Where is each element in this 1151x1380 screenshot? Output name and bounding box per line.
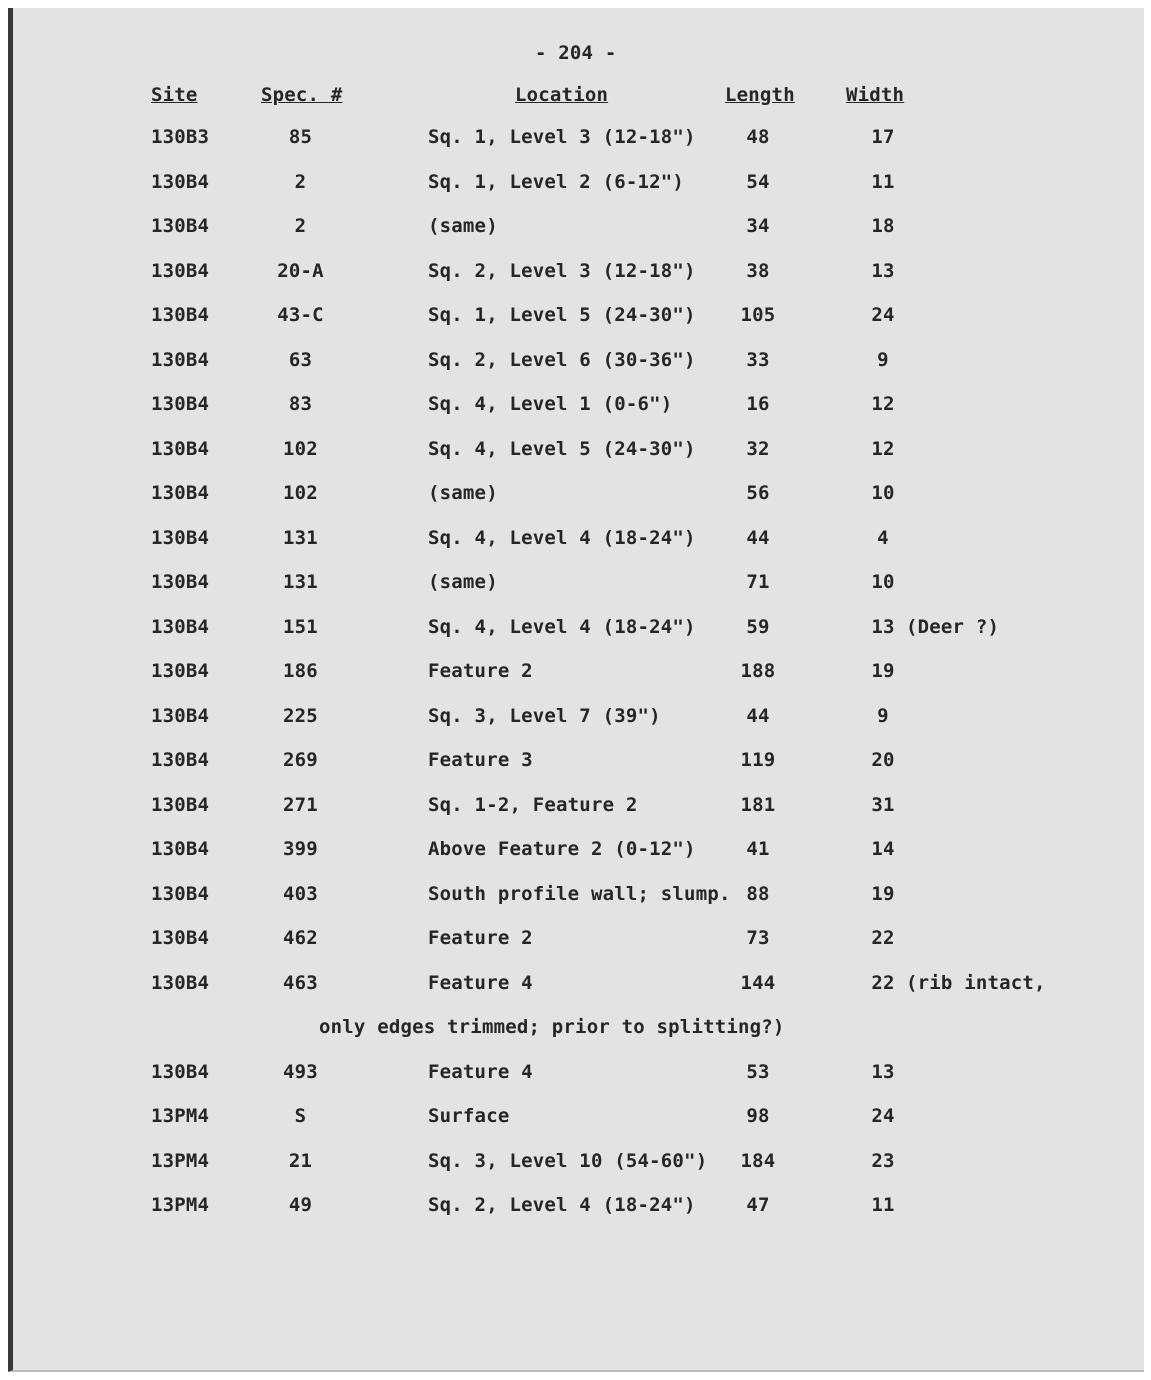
cell-spec: 83 xyxy=(288,393,313,415)
table-row xyxy=(13,749,1144,794)
cell-location: Feature 4 xyxy=(428,971,533,994)
cell-length: 34 xyxy=(746,215,770,237)
header-spec: Spec. # xyxy=(261,84,343,106)
cell-spec: 462 xyxy=(283,927,318,949)
cell-width: 24 xyxy=(871,1105,895,1127)
table-row xyxy=(13,838,1144,883)
cell-length: 53 xyxy=(746,1060,770,1083)
table-row xyxy=(13,927,1144,972)
table-row xyxy=(13,527,1144,572)
cell-spec: 271 xyxy=(283,793,318,816)
cell-location: Feature 2 xyxy=(428,927,533,949)
cell-length: 59 xyxy=(746,615,770,638)
cell-site: 130B4 xyxy=(151,838,210,860)
cell-note: (Deer ?) xyxy=(906,615,1000,638)
table-row xyxy=(13,794,1144,839)
cell-length: 119 xyxy=(740,749,776,771)
cell-width: 19 xyxy=(871,882,895,905)
cell-spec: 269 xyxy=(283,749,318,771)
table-row xyxy=(13,171,1144,216)
cell-site: 130B4 xyxy=(151,793,210,816)
cell-site: 130B4 xyxy=(151,971,210,994)
cell-site: 13PM4 xyxy=(151,1149,210,1172)
cell-spec: 43-C xyxy=(277,304,324,326)
cell-spec: 399 xyxy=(283,838,318,860)
cell-length: 16 xyxy=(746,393,770,415)
table-row xyxy=(13,972,1144,1017)
table-row xyxy=(13,482,1144,527)
cell-spec: 151 xyxy=(283,615,318,638)
cell-spec: 2 xyxy=(294,170,307,193)
cell-width: 14 xyxy=(871,838,895,860)
cell-site: 130B4 xyxy=(151,927,210,949)
cell-length: 98 xyxy=(746,1105,770,1127)
cell-length: 47 xyxy=(746,1194,770,1216)
cell-spec: 403 xyxy=(283,882,318,905)
cell-location: South profile wall; slump. xyxy=(428,882,731,905)
header-site: Site xyxy=(151,84,198,106)
cell-width: 20 xyxy=(871,749,895,771)
cell-location: Sq. 4, Level 5 (24-30") xyxy=(428,437,696,460)
cell-location: Surface xyxy=(428,1105,510,1127)
table-row xyxy=(13,260,1144,305)
cell-spec: 49 xyxy=(288,1194,313,1216)
cell-site: 130B3 xyxy=(151,126,210,148)
cell-width: 12 xyxy=(871,393,895,415)
page-number: - 204 - xyxy=(535,42,617,64)
cell-site: 130B4 xyxy=(151,615,210,638)
cell-location: Sq. 3, Level 7 (39") xyxy=(428,704,661,727)
table-row xyxy=(13,393,1144,438)
cell-width: 22 xyxy=(871,971,895,994)
cell-location: Sq. 2, Level 4 (18-24") xyxy=(428,1194,696,1216)
cell-site: 130B4 xyxy=(151,571,210,593)
cell-width: 24 xyxy=(871,304,895,326)
continuation-text: only edges trimmed; prior to splitting?) xyxy=(319,1016,785,1038)
cell-location: Sq. 4, Level 4 (18-24") xyxy=(428,526,696,549)
cell-site: 130B4 xyxy=(151,348,210,371)
table-row xyxy=(13,438,1144,483)
cell-width: 13 xyxy=(871,615,895,638)
cell-spec: 493 xyxy=(283,1060,318,1083)
cell-length: 44 xyxy=(746,526,770,549)
table-row xyxy=(13,660,1144,705)
cell-location: Feature 3 xyxy=(428,749,533,771)
cell-length: 33 xyxy=(746,348,770,371)
cell-spec: 102 xyxy=(283,482,318,504)
table-row xyxy=(13,1194,1144,1239)
cell-length: 48 xyxy=(746,126,770,148)
cell-length: 38 xyxy=(746,259,770,282)
table-row xyxy=(13,349,1144,394)
cell-location: (same) xyxy=(428,482,498,504)
cell-length: 181 xyxy=(740,793,776,816)
cell-width: 9 xyxy=(877,704,889,727)
cell-spec: 63 xyxy=(288,348,313,371)
cell-width: 22 xyxy=(871,927,895,949)
table-row xyxy=(13,1105,1144,1150)
header-location: Location xyxy=(515,84,609,106)
cell-spec: S xyxy=(294,1105,307,1127)
cell-note: (rib intact, xyxy=(906,971,1046,994)
cell-site: 130B4 xyxy=(151,882,210,905)
cell-length: 71 xyxy=(746,571,770,593)
cell-spec: 225 xyxy=(283,704,318,727)
cell-site: 130B4 xyxy=(151,749,210,771)
cell-length: 56 xyxy=(746,482,770,504)
cell-site: 13PM4 xyxy=(151,1194,210,1216)
cell-location: Sq. 2, Level 3 (12-18") xyxy=(428,259,696,282)
cell-location: Sq. 3, Level 10 (54-60") xyxy=(428,1149,708,1172)
table-row xyxy=(13,1150,1144,1195)
cell-location: (same) xyxy=(428,571,498,593)
cell-spec: 85 xyxy=(288,126,313,148)
cell-width: 31 xyxy=(871,793,895,816)
cell-site: 13PM4 xyxy=(151,1105,210,1127)
cell-location: Sq. 1, Level 2 (6-12") xyxy=(428,170,685,193)
cell-length: 88 xyxy=(746,882,770,905)
cell-width: 19 xyxy=(871,660,895,682)
header-width: Width xyxy=(846,84,905,106)
cell-location: Feature 4 xyxy=(428,1060,533,1083)
cell-length: 144 xyxy=(740,971,776,994)
cell-site: 130B4 xyxy=(151,704,210,727)
cell-site: 130B4 xyxy=(151,660,210,682)
table-row xyxy=(13,126,1144,171)
table-row xyxy=(13,304,1144,349)
cell-location: Feature 2 xyxy=(428,660,533,682)
cell-site: 130B4 xyxy=(151,215,210,237)
cell-location: Sq. 4, Level 4 (18-24") xyxy=(428,615,696,638)
cell-length: 105 xyxy=(740,304,776,326)
cell-width: 23 xyxy=(871,1149,895,1172)
cell-site: 130B4 xyxy=(151,393,210,415)
cell-length: 54 xyxy=(746,170,770,193)
cell-width: 4 xyxy=(877,526,889,549)
cell-site: 130B4 xyxy=(151,437,210,460)
table-row xyxy=(13,883,1144,928)
cell-length: 44 xyxy=(746,704,770,727)
cell-width: 13 xyxy=(871,1060,895,1083)
cell-width: 10 xyxy=(871,571,895,593)
cell-spec: 21 xyxy=(288,1149,313,1172)
cell-location: Sq. 1-2, Feature 2 xyxy=(428,793,638,816)
table-body xyxy=(13,126,1144,1239)
cell-spec: 102 xyxy=(283,437,318,460)
cell-spec: 20-A xyxy=(277,259,324,282)
cell-width: 9 xyxy=(877,348,889,371)
cell-length: 188 xyxy=(740,660,776,682)
cell-site: 130B4 xyxy=(151,482,210,504)
cell-length: 73 xyxy=(746,927,770,949)
cell-location: Above Feature 2 (0-12") xyxy=(428,838,696,860)
cell-width: 12 xyxy=(871,437,895,460)
cell-location: Sq. 1, Level 3 (12-18") xyxy=(428,126,696,148)
cell-spec: 463 xyxy=(283,971,318,994)
cell-length: 41 xyxy=(746,838,770,860)
document-page xyxy=(8,8,1144,1372)
cell-spec: 186 xyxy=(283,660,318,682)
cell-spec: 131 xyxy=(283,526,318,549)
header-length: Length xyxy=(725,84,795,106)
cell-location: Sq. 1, Level 5 (24-30") xyxy=(428,304,696,326)
cell-site: 130B4 xyxy=(151,526,210,549)
cell-width: 18 xyxy=(871,215,895,237)
cell-length: 184 xyxy=(740,1149,776,1172)
cell-width: 11 xyxy=(871,1194,895,1216)
table-row-continuation xyxy=(13,1016,1144,1061)
cell-location: Sq. 2, Level 6 (30-36") xyxy=(428,348,696,371)
cell-location: (same) xyxy=(428,215,498,237)
table-row xyxy=(13,705,1144,750)
table-header xyxy=(13,84,1144,114)
table-row xyxy=(13,1061,1144,1106)
cell-spec: 131 xyxy=(283,571,318,593)
cell-site: 130B4 xyxy=(151,304,210,326)
cell-width: 17 xyxy=(871,126,895,148)
table-row xyxy=(13,571,1144,616)
cell-length: 32 xyxy=(746,437,770,460)
cell-width: 13 xyxy=(871,259,895,282)
cell-width: 11 xyxy=(871,170,895,193)
cell-site: 130B4 xyxy=(151,1060,210,1083)
cell-location: Sq. 4, Level 1 (0-6") xyxy=(428,393,673,415)
cell-spec: 2 xyxy=(294,215,307,237)
table-row xyxy=(13,215,1144,260)
cell-site: 130B4 xyxy=(151,170,210,193)
cell-site: 130B4 xyxy=(151,259,210,282)
cell-width: 10 xyxy=(871,482,895,504)
table-row xyxy=(13,616,1144,661)
